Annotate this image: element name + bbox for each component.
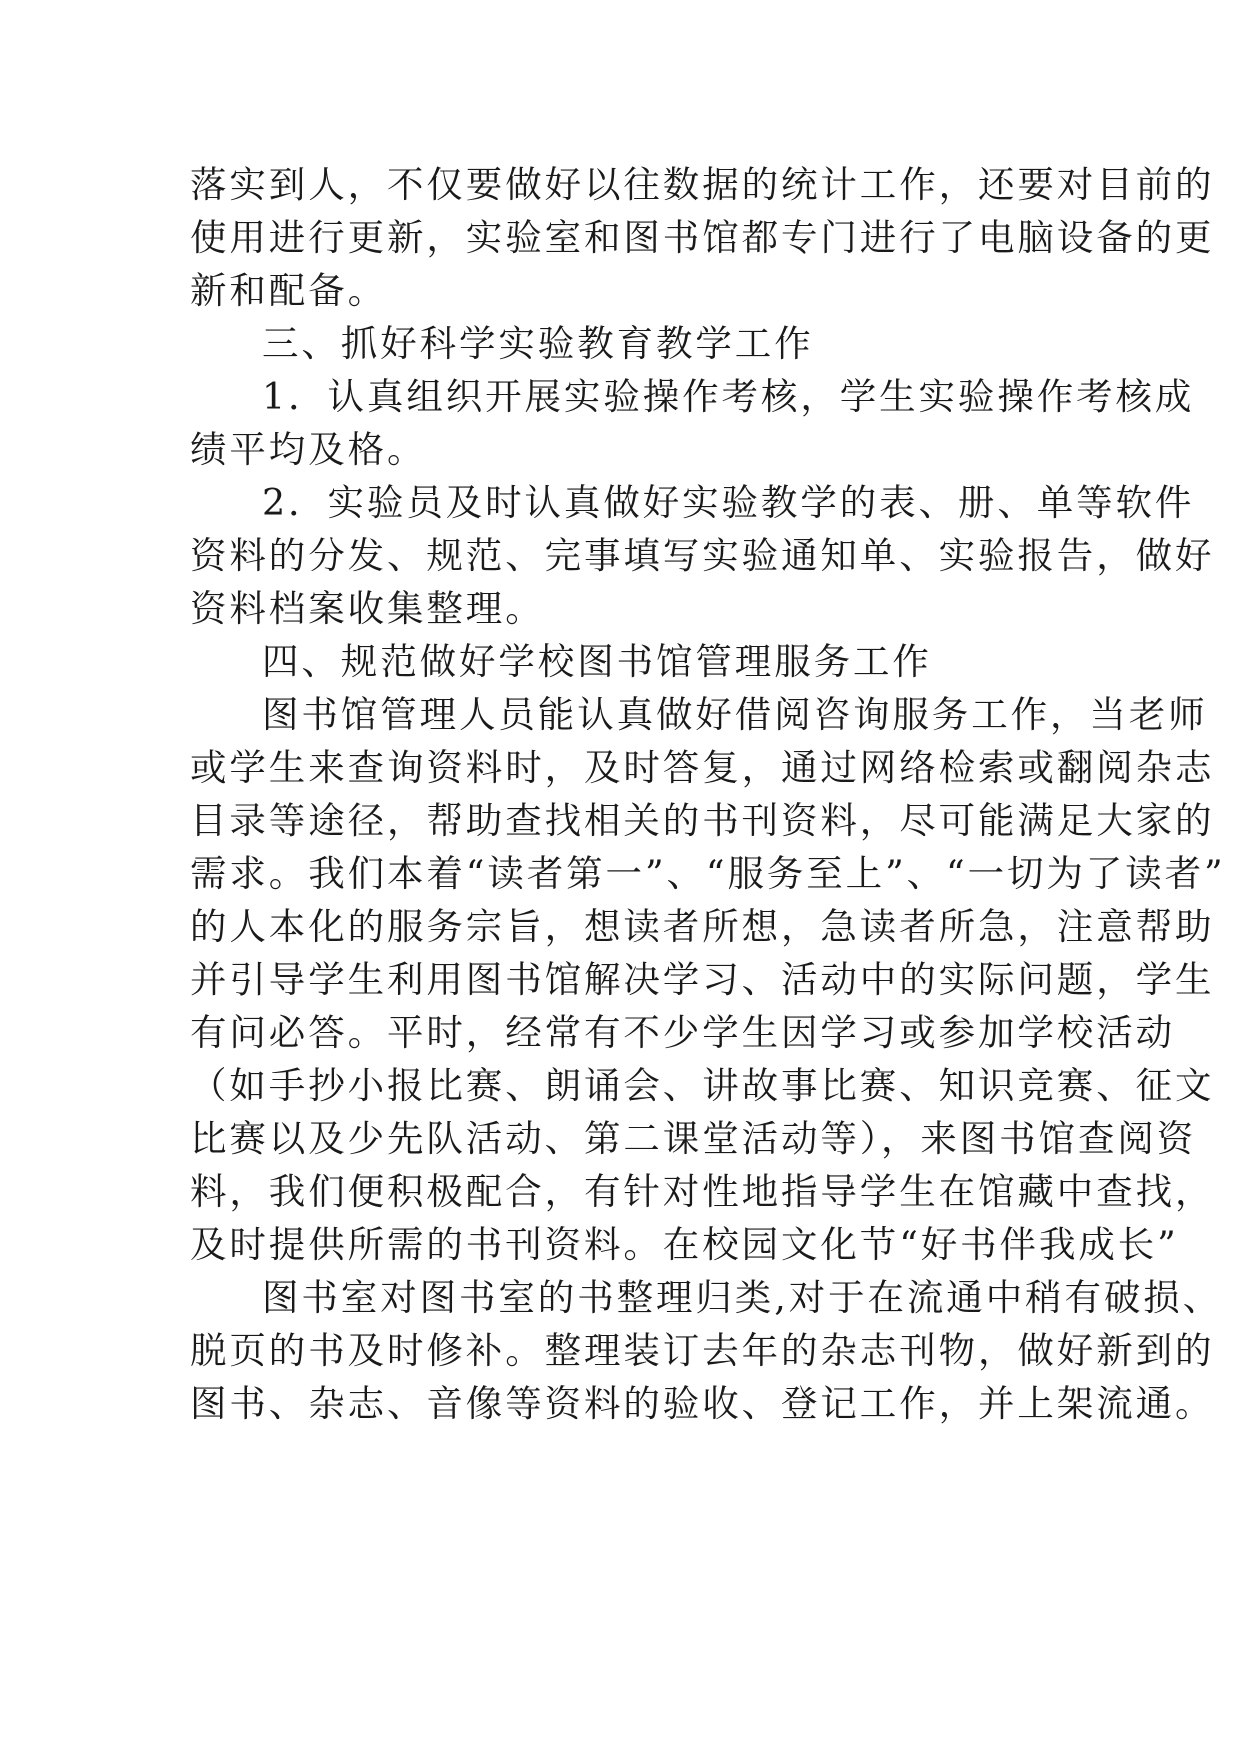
text-line: （如手抄小报比赛、朗诵会、讲故事比赛、知识竞赛、征文	[190, 1064, 1215, 1107]
paragraph-line: 图书馆管理人员能认真做好借阅咨询服务工作，当老师	[262, 693, 1208, 736]
section-heading: 三、抓好科学实验教育教学工作	[262, 322, 814, 365]
text-line: 的人本化的服务宗旨，想读者所想，急读者所急，注意帮助	[190, 905, 1215, 948]
text-line: 比赛以及少先队活动、第二课堂活动等），来图书馆查阅资	[190, 1117, 1197, 1160]
paragraph-line: 图书室对图书室的书整理归类,对于在流通中稍有破损、	[262, 1276, 1223, 1319]
text-line: 资料的分发、规范、完事填写实验通知单、实验报告，做好	[190, 534, 1215, 577]
text-line: 新和配备。	[190, 269, 387, 312]
text-line: 并引导学生利用图书馆解决学习、活动中的实际问题，学生	[190, 958, 1215, 1001]
list-item: 1．认真组织开展实验操作考核，学生实验操作考核成	[262, 375, 1195, 418]
text-line: 使用进行更新，实验室和图书馆都专门进行了电脑设备的更	[190, 216, 1215, 259]
text-line: 资料档案收集整理。	[190, 587, 545, 630]
text-line: 需求。我们本着“读者第一”、“服务至上”、“一切为了读者”	[190, 852, 1226, 895]
text-line: 脱页的书及时修补。整理装订去年的杂志刊物，做好新到的	[190, 1329, 1215, 1372]
text-line: 目录等途径，帮助查找相关的书刊资料，尽可能满足大家的	[190, 799, 1215, 842]
text-line: 及时提供所需的书刊资料。在校园文化节“好书伴我成长”	[190, 1223, 1179, 1266]
text-line: 落实到人，不仅要做好以往数据的统计工作，还要对目前的	[190, 163, 1215, 206]
text-line: 绩平均及格。	[190, 428, 427, 471]
text-line: 或学生来查询资料时，及时答复，通过网络检索或翻阅杂志	[190, 746, 1215, 789]
text-line: 有问必答。平时，经常有不少学生因学习或参加学校活动	[190, 1011, 1175, 1054]
list-item: 2．实验员及时认真做好实验教学的表、册、单等软件	[262, 481, 1195, 524]
section-heading: 四、规范做好学校图书馆管理服务工作	[262, 640, 932, 683]
text-line: 图书、杂志、音像等资料的验收、登记工作，并上架流通。	[190, 1382, 1215, 1425]
text-line: 料，我们便积极配合，有针对性地指导学生在馆藏中查找，	[190, 1170, 1215, 1213]
